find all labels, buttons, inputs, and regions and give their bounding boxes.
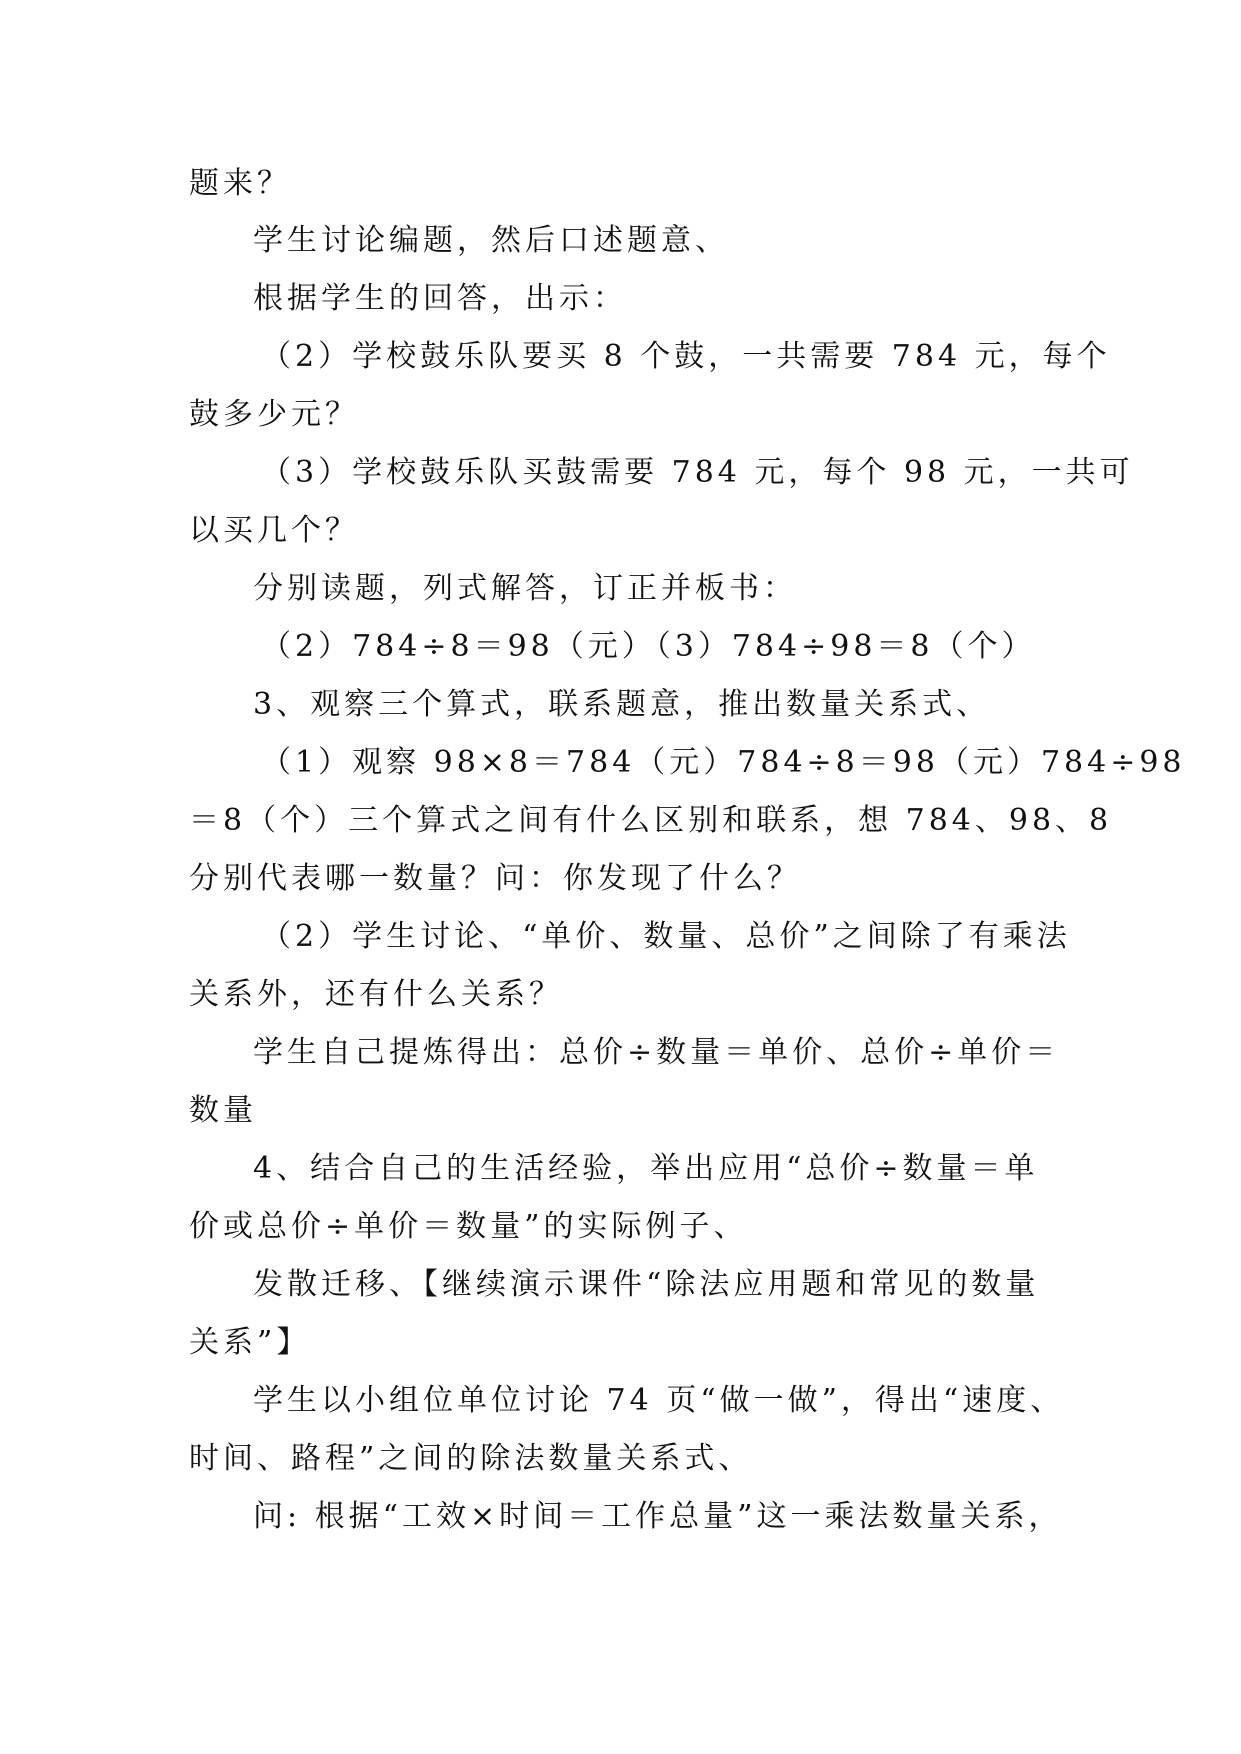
text-line: 学生以小组位单位讨论 74 页“做一做”，得出“速度、: [253, 1383, 1065, 1418]
text-line: 学生讨论编题，然后口述题意、: [253, 223, 729, 258]
text-line: 问: 根据“工效×时间＝工作总量”这一乘法数量关系，: [253, 1499, 1063, 1534]
text-line: 发散迁移、【继续演示课件“除法应用题和常见的数量: [253, 1267, 1040, 1302]
text-line: 价或总价÷单价＝数量”的实际例子、: [189, 1209, 748, 1244]
text-line: 鼓多少元？: [189, 397, 359, 432]
text-line: 以买几个？: [189, 513, 359, 548]
text-line: （2）学生讨论、“单价、数量、总价”之间除了有乘法: [261, 919, 1071, 954]
text-line: （1）观察 98×8＝784（元）784÷8＝98（元）784÷98: [261, 745, 1186, 780]
text-line: 分别读题，列式解答，订正并板书：: [253, 571, 797, 606]
text-line: （2）学校鼓乐队要买 8 个鼓，一共需要 784 元，每个: [261, 339, 1111, 374]
text-line: 数量: [189, 1093, 257, 1128]
text-line: 分别代表哪一数量？问：你发现了什么？: [189, 861, 801, 896]
text-line: 3、观察三个算式，联系题意，推出数量关系式、: [253, 687, 991, 722]
text-line: （3）学校鼓乐队买鼓需要 784 元，每个 98 元，一共可: [261, 455, 1134, 490]
text-line: 关系”】: [189, 1325, 311, 1360]
text-line: ＝8（个）三个算式之间有什么区别和联系，想 784、98、8: [189, 803, 1113, 838]
text-line: 根据学生的回答，出示：: [253, 281, 627, 316]
text-line: 时间、路程”之间的除法数量关系式、: [189, 1441, 753, 1476]
text-line: 4、结合自己的生活经验，举出应用“总价÷数量＝单: [253, 1151, 1039, 1186]
text-line: （2）784÷8＝98（元）（3）784÷98＝8（个）: [261, 629, 1036, 664]
text-line: 题来？: [189, 166, 291, 201]
text-line: 关系外，还有什么关系？: [189, 977, 563, 1012]
text-line: 学生自己提炼得出：总价÷数量＝单价、总价÷单价＝: [253, 1035, 1060, 1070]
